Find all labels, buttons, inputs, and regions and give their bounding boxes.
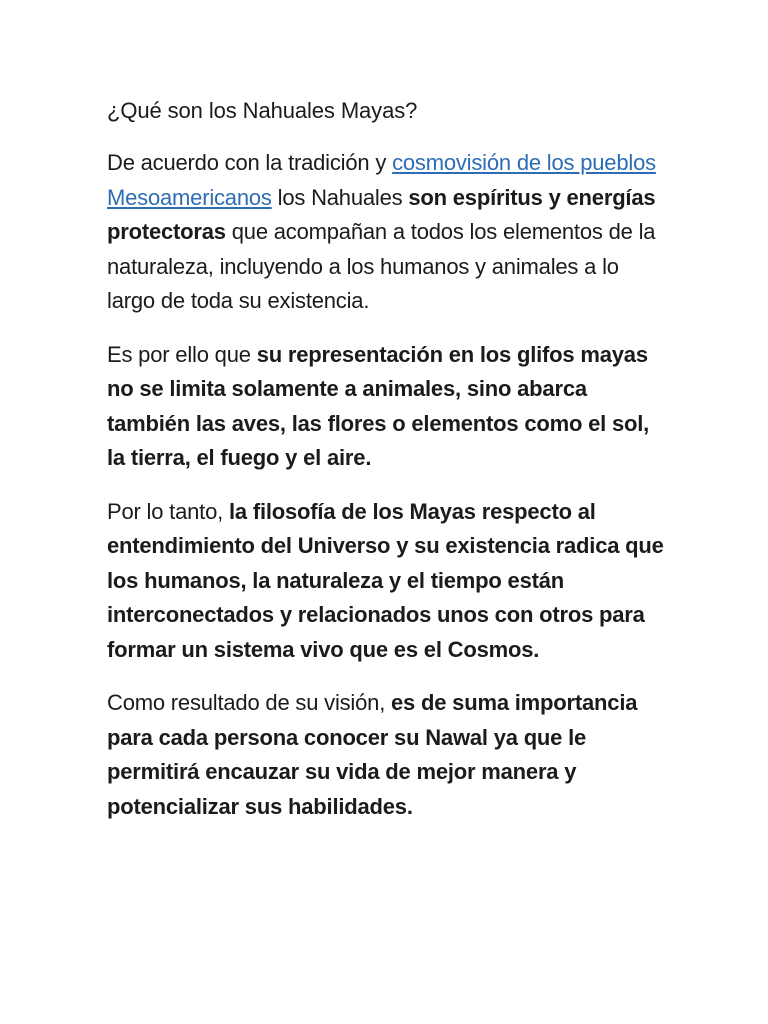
paragraph-2-bold: su representación en los glifos mayas no se limita solamente a animales, sino abarca también las aves, las flores o elementos como el sol, la tierra, el fuego y el aire. <box>107 341 650 470</box>
paragraph-2-text-1: Es por ello que <box>107 341 257 367</box>
paragraph-1 <box>107 146 667 319</box>
paragraph-3 <box>107 495 667 668</box>
paragraph-1-bold: son espíritus y energías protectoras <box>107 184 656 244</box>
paragraph-2 <box>107 338 667 476</box>
paragraph-4 <box>107 686 667 824</box>
paragraph-3-bold: la filosofía de los Mayas respecto al entendimiento del Universo y su existencia radica que los humanos, la naturaleza y el tiempo están interconectados y relacionados unos con otros para formar un sistema vivo que es el Cosmos. <box>107 498 664 662</box>
document-heading: ¿Qué son los Nahuales Mayas? <box>107 98 418 123</box>
paragraph-1-text-1: De acuerdo con la tradición y <box>107 150 393 175</box>
paragraph-4-text-1: Como resultado de su visión, <box>107 690 392 715</box>
document-page <box>107 94 667 843</box>
paragraph-4-bold: es de suma importancia para cada persona conocer su Nawal ya que le permitirá encauzar su vida de mejor manera y potencializar sus habilidades. <box>107 690 638 819</box>
paragraph-3-text-1: Por lo tanto, <box>107 498 229 524</box>
paragraph-1-text-2: los Nahuales <box>271 184 409 210</box>
paragraph-1-text-3: que acompañan a todos los elementos de la naturaleza, incluyendo a los humanos y animales a lo largo de toda su existencia. <box>107 219 656 313</box>
cosmovision-link[interactable]: cosmovisión de los pueblos Mesoamericanos <box>107 150 656 210</box>
